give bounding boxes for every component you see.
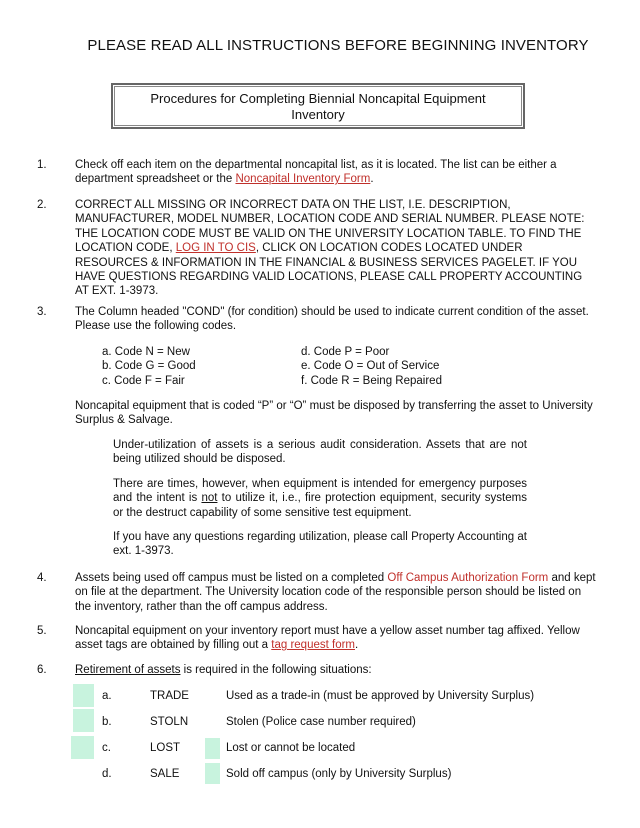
row-code: LOST [150, 742, 181, 754]
item-text-post: . [370, 173, 374, 186]
code-new: a. Code N = New [102, 346, 190, 358]
item-text-post: , CLICK ON LOCATION CODES LOCATED UNDER RESOURCES & INFORMATION IN THE FINANCIAL & BUSINESS SERVICES PAGELET. IF YOU HAVE QUESTIONS REGARDING VALID LOCATIONS, PLEASE CALL PROPERTY ACCOUNTING AT EXT. 1-3973. [75, 242, 583, 298]
item-text-pre: Assets being used off campus must be listed on a completed [75, 572, 388, 584]
item-text-pre: Noncapital equipment on your inventory report must have a yellow asset number tag affixed. Yellow asset tags are obtained by filling out a [75, 625, 580, 652]
item-number: 2. [37, 199, 47, 211]
off-campus-authorization-form-link[interactable]: Off Campus Authorization Form [387, 572, 549, 584]
retirement-row-lost [0, 738, 640, 760]
row-description: Sold off campus (only by University Surplus) [226, 768, 452, 780]
procedures-title-line2: Inventory [291, 107, 345, 122]
item-text [75, 663, 597, 677]
item-text [75, 624, 597, 653]
paragraph-post: to utilize it, i.e., fire protection equipment, security systems or the destruct capability of some sensitive test equipment. [113, 492, 527, 519]
condition-codes-right [301, 345, 442, 388]
procedures-title-line1: Procedures for Completing Biennial Noncapital Equipment [150, 91, 486, 106]
row-letter: a. [102, 690, 112, 702]
item-text [75, 158, 597, 187]
row-code: STOLN [150, 716, 189, 728]
questions-paragraph: If you have any questions regarding utilization, please call Property Accounting at ext. 1-3973. [113, 531, 527, 558]
item-number: 6. [37, 664, 47, 676]
condition-codes-left [102, 345, 196, 388]
row-letter: c. [102, 742, 111, 754]
noncapital-inventory-form-link[interactable]: Noncapital Inventory Form [235, 173, 371, 186]
code-poor: d. Code P = Poor [301, 346, 390, 358]
item-number: 5. [37, 625, 47, 637]
code-good: b. Code G = Good [102, 360, 196, 373]
emergency-purposes-paragraph [113, 477, 527, 520]
row-description: Stolen (Police case number required) [226, 716, 416, 728]
item-text-post: . [355, 639, 359, 652]
item-text: The Column headed "COND" (for condition) should be used to indicate current condition of the asset. Please use the following codes. [75, 306, 589, 333]
retirement-row-stoln [0, 712, 640, 734]
row-code: SALE [150, 768, 180, 780]
item-number: 4. [37, 572, 47, 584]
code-fair: c. Code F = Fair [102, 374, 185, 387]
retirement-row-sale [0, 764, 640, 786]
item-text-pre: Check off each item on the departmental noncapital list, as it is located. The list can be either a department spreadsheet or the [75, 159, 557, 186]
row-code: TRADE [150, 690, 189, 702]
item-text-pre: CORRECT ALL MISSING OR INCORRECT DATA ON THE LIST, I.E. DESCRIPTION, MANUFACTURER, MODEL NUMBER, LOCATION CODE AND SERIAL NUMBER. PLEASE NOTE: THE LOCATION CODE MUST BE VALID ON THE UNIVERSITY LOCATION TABLE. TO FIND THE LOCATION CODE, [75, 199, 585, 255]
item-text [75, 571, 597, 614]
retirement-row-trade [0, 686, 640, 708]
row-letter: b. [102, 716, 112, 728]
log-in-to-cis-link[interactable]: LOG IN TO CIS [175, 242, 256, 255]
row-letter: d. [102, 768, 112, 780]
tag-request-form-link[interactable]: tag request form [271, 639, 355, 652]
item-text-post: and kept on file at the department. The University location code of the responsible person should be listed on the inventory, rather than the off campus address. [75, 572, 596, 613]
row-description: Lost or cannot be located [226, 742, 356, 754]
not-emphasis: not [201, 492, 218, 505]
item-number: 3. [37, 306, 47, 318]
row-description: Used as a trade-in (must be approved by University Surplus) [226, 690, 535, 702]
under-utilization-paragraph: Under-utilization of assets is a serious audit consideration. Assets that are not being utilized should be disposed. [113, 439, 527, 466]
item-number: 1. [37, 159, 47, 171]
dispose-paragraph: Noncapital equipment that is coded “P” or “O” must be disposed by transferring the asset to University Surplus & Salvage. [75, 400, 593, 427]
code-out-of-service: e. Code O = Out of Service [301, 360, 440, 373]
page-heading: PLEASE READ ALL INSTRUCTIONS BEFORE BEGINNING INVENTORY [87, 37, 589, 54]
code-being-repaired: f. Code R = Being Repaired [301, 374, 442, 387]
retirement-of-assets-link[interactable]: Retirement of assets [75, 664, 181, 676]
procedures-title-box [111, 83, 525, 129]
item-text [75, 198, 597, 299]
item-text-post: is required in the following situations: [180, 664, 372, 676]
paragraph-pre: There are times, however, when equipment is intended for emergency purposes and the intent is [113, 478, 527, 505]
